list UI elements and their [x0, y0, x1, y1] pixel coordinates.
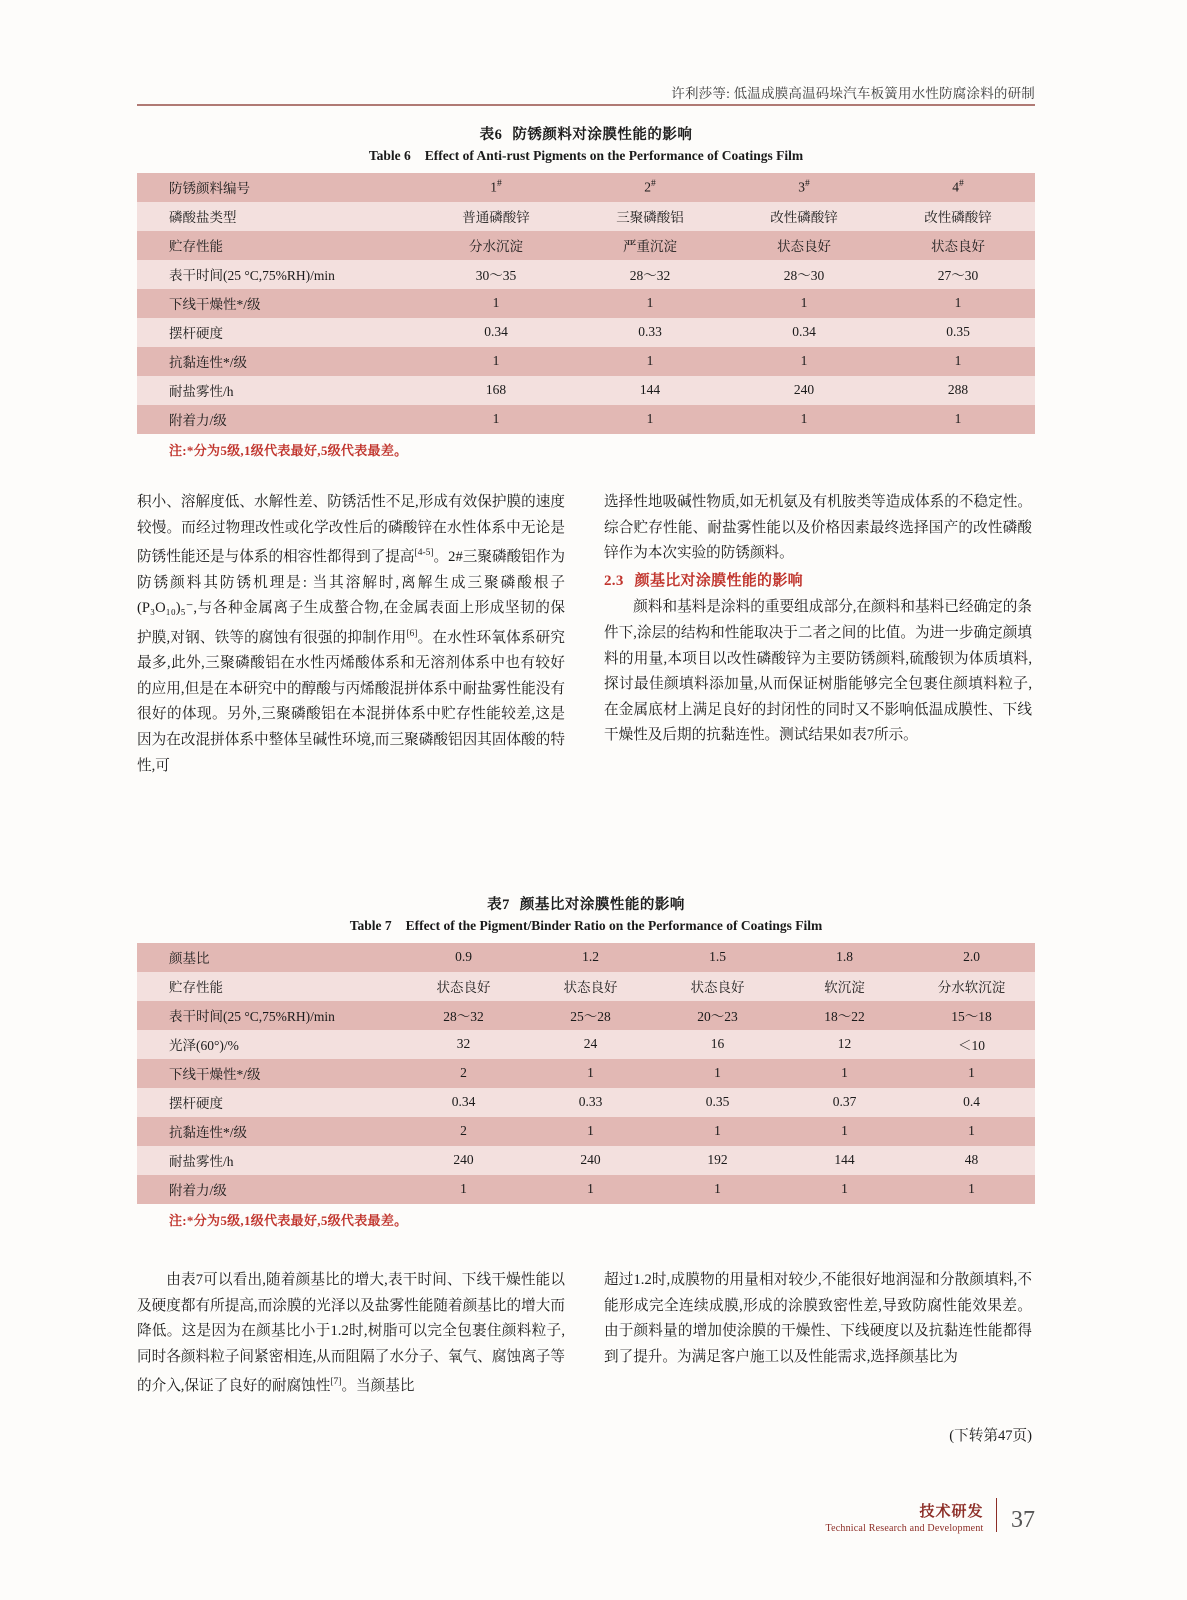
table7-cell-8-3: 1 — [781, 1175, 908, 1204]
table7-row7-label: 耐盐雾性/h — [137, 1146, 400, 1175]
table6-cell-8-0: 1 — [419, 405, 573, 434]
body-left-column-2 — [137, 1268, 565, 1400]
table7-cell-1-4: 分水软沉淀 — [908, 972, 1035, 1001]
paragraph-left-1-c: 。在水性环氧体系研究最多,此外,三聚磷酸铝在水性丙烯酸体系和无溶剂体系中也有较好的应用,但是在本研究中的醇酸与丙烯酸混拼体系中耐盐雾性能没有很好的体现。另外,三聚磷酸铝在本混拼体系中贮存性能较差,这是因为在改混拼体系中整体呈碱性环境,而三聚磷酸铝因其固体酸的特性,可 — [137, 629, 565, 774]
section-number: 2.3 — [604, 572, 624, 589]
table7-cell-7-4: 48 — [908, 1146, 1035, 1175]
table7-cell-1-3: 软沉淀 — [781, 972, 908, 1001]
page-footer — [700, 1498, 1035, 1534]
table-row — [137, 202, 1035, 231]
table7-cell-6-1: 1 — [527, 1117, 654, 1146]
table7-cell-0-1: 1.2 — [527, 943, 654, 972]
table-row — [137, 1001, 1035, 1030]
table6-caption-cn-number: 表6 — [479, 127, 503, 143]
table6-cell-3-0: 30～35 — [419, 260, 573, 289]
footer-section-cn: 技术研发 — [919, 1504, 984, 1520]
running-header: 许利莎等: 低温成膜高温码垛汽车板簧用水性防腐涂料的研制 — [671, 86, 1035, 101]
table6-cell-0-0: 1# — [419, 173, 573, 202]
table-row — [137, 1146, 1035, 1175]
table7-cell-6-2: 1 — [654, 1117, 781, 1146]
table7-cell-1-0: 状态良好 — [400, 972, 527, 1001]
table-row — [137, 376, 1035, 405]
table6-cell-1-3: 改性磷酸锌 — [881, 202, 1035, 231]
table7-row6-label: 抗黏连性*/级 — [137, 1117, 400, 1146]
table6-caption-cn-text: 防锈颜料对涂膜性能的影响 — [512, 127, 693, 143]
table-row — [137, 1030, 1035, 1059]
table7-cell-8-1: 1 — [527, 1175, 654, 1204]
citation-ref-7: [7] — [330, 1377, 342, 1388]
table7-cell-7-3: 144 — [781, 1146, 908, 1175]
table7-caption-cn — [137, 893, 1035, 914]
table7-row4-label: 下线干燥性*/级 — [137, 1059, 400, 1088]
table7-cell-0-2: 1.5 — [654, 943, 781, 972]
table7-cell-4-4: 1 — [908, 1059, 1035, 1088]
table6-note: 注:*分为5级,1级代表最好,5级代表最差。 — [169, 443, 408, 458]
table6-cell-5-0: 0.34 — [419, 318, 573, 347]
table7-cell-8-4: 1 — [908, 1175, 1035, 1204]
table7-block — [137, 893, 1035, 1229]
table7-row2-label: 表干时间(25 °C,75%RH)/min — [137, 1001, 400, 1030]
table6-cell-0-1: 2# — [573, 173, 727, 202]
citation-ref-4-5: [4-5] — [414, 548, 434, 559]
table7-cell-3-0: 32 — [400, 1030, 527, 1059]
table7-row5-label: 摆杆硬度 — [137, 1088, 400, 1117]
table7-cell-5-4: 0.4 — [908, 1088, 1035, 1117]
table-row — [137, 289, 1035, 318]
table7-row0-label: 颜基比 — [137, 943, 400, 972]
table-row — [137, 405, 1035, 434]
table6-row4-label: 下线干燥性*/级 — [137, 289, 419, 318]
table6-row5-label: 摆杆硬度 — [137, 318, 419, 347]
table6-cell-0-2: 3# — [727, 173, 881, 202]
table-row — [137, 1175, 1035, 1204]
table7-cell-5-0: 0.34 — [400, 1088, 527, 1117]
table6-row1-label: 磷酸盐类型 — [137, 202, 419, 231]
table7-cell-3-2: 16 — [654, 1030, 781, 1059]
continuation-note: (下转第47页) — [949, 1428, 1032, 1444]
table7-row1-label: 贮存性能 — [137, 972, 400, 1001]
table6-cell-5-3: 0.35 — [881, 318, 1035, 347]
table7-caption-en-number: Table 7 — [349, 918, 392, 933]
table-row — [137, 318, 1035, 347]
table6-cell-7-2: 240 — [727, 376, 881, 405]
page-number: 37 — [1011, 1507, 1035, 1533]
table7-cell-6-3: 1 — [781, 1117, 908, 1146]
table7-cell-4-2: 1 — [654, 1059, 781, 1088]
table6-caption-en — [137, 148, 1035, 164]
table7-cell-3-3: 12 — [781, 1030, 908, 1059]
table7 — [137, 943, 1035, 1204]
table7-cell-0-4: 2.0 — [908, 943, 1035, 972]
table6-cell-4-0: 1 — [419, 289, 573, 318]
table6-cell-7-3: 288 — [881, 376, 1035, 405]
table6-row6-label: 抗黏连性*/级 — [137, 347, 419, 376]
table6 — [137, 173, 1035, 434]
table-row — [137, 260, 1035, 289]
table6-cell-0-3: 4# — [881, 173, 1035, 202]
table6-cell-8-3: 1 — [881, 405, 1035, 434]
footer-divider — [996, 1498, 998, 1532]
table7-cell-8-2: 1 — [654, 1175, 781, 1204]
table7-cell-6-0: 2 — [400, 1117, 527, 1146]
table6-cell-4-1: 1 — [573, 289, 727, 318]
table6-cell-8-2: 1 — [727, 405, 881, 434]
header-rule — [137, 104, 1035, 106]
paragraph-left-2 — [137, 1268, 565, 1400]
table6-cell-3-2: 28～30 — [727, 260, 881, 289]
table6-caption-cn — [137, 123, 1035, 144]
paragraph-left-2-a: 由表7可以看出,随着颜基比的增大,表干时间、下线干燥性能以及硬度都有所提高,而涂膜的光泽以及盐雾性能随着颜基比的增大而降低。这是因为在颜基比小于1.2时,树脂可以完全包裹住颜料粒子,同时各颜料粒子间紧密相连,从而阻隔了水分子、氧气、腐蚀离子等的介入,保证了良好的耐腐蚀性 — [137, 1272, 565, 1395]
table6-cell-6-3: 1 — [881, 347, 1035, 376]
table6-cell-8-1: 1 — [573, 405, 727, 434]
table7-row3-label: 光泽(60°)/% — [137, 1030, 400, 1059]
table-row — [137, 347, 1035, 376]
table-row — [137, 1117, 1035, 1146]
table6-cell-7-0: 168 — [419, 376, 573, 405]
table7-cell-7-0: 240 — [400, 1146, 527, 1175]
table7-caption-cn-number: 表7 — [487, 897, 510, 913]
paragraph-right-1: 选择性地吸碱性物质,如无机氨及有机胺类等造成体系的不稳定性。综合贮存性能、耐盐雾性能以及价格因素最终选择国产的改性磷酸锌作为本次实验的防锈颜料。 — [604, 494, 1032, 562]
table6-cell-2-3: 状态良好 — [881, 231, 1035, 260]
table6-row3-label: 表干时间(25 °C,75%RH)/min — [137, 260, 419, 289]
table6-cell-6-2: 1 — [727, 347, 881, 376]
table6-row7-label: 耐盐雾性/h — [137, 376, 419, 405]
table6-cell-3-1: 28～32 — [573, 260, 727, 289]
body-right-column-1 — [604, 490, 1032, 749]
table-row — [137, 972, 1035, 1001]
table6-cell-6-1: 1 — [573, 347, 727, 376]
table7-cell-4-1: 1 — [527, 1059, 654, 1088]
table7-cell-1-2: 状态良好 — [654, 972, 781, 1001]
table7-cell-5-2: 0.35 — [654, 1088, 781, 1117]
table7-cell-2-4: 15～18 — [908, 1001, 1035, 1030]
table7-cell-2-1: 25～28 — [527, 1001, 654, 1030]
body-right-column-2 — [604, 1268, 1032, 1370]
table7-note: 注:*分为5级,1级代表最好,5级代表最差。 — [169, 1213, 408, 1228]
table6-cell-5-2: 0.34 — [727, 318, 881, 347]
table7-cell-6-4: 1 — [908, 1117, 1035, 1146]
table7-cell-4-0: 2 — [400, 1059, 527, 1088]
table7-cell-5-3: 0.37 — [781, 1088, 908, 1117]
table6-cell-3-3: 27～30 — [881, 260, 1035, 289]
table7-cell-0-0: 0.9 — [400, 943, 527, 972]
table7-cell-3-4: ＜10 — [908, 1030, 1035, 1059]
section-heading-2-3 — [604, 569, 1032, 595]
table-row — [137, 943, 1035, 972]
table7-cell-4-3: 1 — [781, 1059, 908, 1088]
table6-cell-4-3: 1 — [881, 289, 1035, 318]
table7-row8-label: 附着力/级 — [137, 1175, 400, 1204]
table6-cell-7-1: 144 — [573, 376, 727, 405]
table7-cell-2-3: 18～22 — [781, 1001, 908, 1030]
table7-cell-2-2: 20～23 — [654, 1001, 781, 1030]
section-title: 颜基比对涂膜性能的影响 — [634, 572, 803, 589]
table6-cell-2-2: 状态良好 — [727, 231, 881, 260]
table6-cell-2-0: 分水沉淀 — [419, 231, 573, 260]
table7-caption-en-text: Effect of the Pigment/Binder Ratio on the Performance of Coatings Film — [405, 918, 823, 933]
table7-caption-en — [137, 918, 1035, 934]
table7-caption-cn-text: 颜基比对涂膜性能的影响 — [519, 897, 685, 913]
table6-block — [137, 123, 1035, 459]
table6-caption-en-text: Effect of Anti-rust Pigments on the Performance of Coatings Film — [424, 148, 804, 163]
table-row — [137, 231, 1035, 260]
table6-row2-label: 贮存性能 — [137, 231, 419, 260]
paragraph-left-1 — [137, 490, 565, 779]
table-row — [137, 1088, 1035, 1117]
table7-cell-8-0: 1 — [400, 1175, 527, 1204]
paragraph-left-2-b: 。当颜基比 — [341, 1378, 415, 1395]
paragraph-left-1-b: 。2#三聚磷酸铝作为防锈颜料其防锈机理是: 当其溶解时,离解生成三聚磷酸根子(P₃O₁₀)₅⁻,与各种金属离子生成螯合物,在金属表面上形成坚韧的保护膜,对钢、铁等的腐蚀有很强的抑制作用 — [137, 549, 565, 646]
table-row — [137, 173, 1035, 202]
paragraph-left-1-a: 积小、溶解度低、水解性差、防锈活性不足,形成有效保护膜的速度较慢。而经过物理改性或化学改性后的磷酸锌在水性体系中无论是防锈性能还是与体系的相容性都得到了提高 — [137, 494, 565, 566]
paragraph-right-3: 超过1.2时,成膜物的用量相对较少,不能很好地润湿和分散颜填料,不能形成完全连续成膜,形成的涂膜致密性差,导致防腐性能效果差。由于颜料量的增加使涂膜的干燥性、下线硬度以及抗黏连性能都得到了提升。为满足客户施工以及性能需求,选择颜基比为 — [604, 1272, 1032, 1365]
table-row — [137, 1059, 1035, 1088]
table6-cell-5-1: 0.33 — [573, 318, 727, 347]
table7-cell-5-1: 0.33 — [527, 1088, 654, 1117]
table7-cell-0-3: 1.8 — [781, 943, 908, 972]
table6-caption-en-number: Table 6 — [368, 148, 411, 163]
table6-cell-4-2: 1 — [727, 289, 881, 318]
paragraph-right-2: 颜料和基料是涂料的重要组成部分,在颜料和基料已经确定的条件下,涂层的结构和性能取决于二者之间的比值。为进一步确定颜填料的用量,本项目以改性磷酸锌为主要防锈颜料,硫酸钡为体质填料,探讨最佳颜填料添加量,从而保证树脂能够完全包裹住颜填料粒子,在金属底材上满足良好的封闭性的同时又不影响低温成膜性、下线干燥性及后期的抗黏连性。测试结果如表7所示。 — [604, 599, 1032, 744]
table6-cell-2-1: 严重沉淀 — [573, 231, 727, 260]
table6-cell-1-0: 普通磷酸锌 — [419, 202, 573, 231]
table6-row0-label: 防锈颜料编号 — [137, 173, 419, 202]
table7-cell-1-1: 状态良好 — [527, 972, 654, 1001]
table6-row8-label: 附着力/级 — [137, 405, 419, 434]
table7-cell-3-1: 24 — [527, 1030, 654, 1059]
table7-cell-2-0: 28～32 — [400, 1001, 527, 1030]
table6-cell-1-2: 改性磷酸锌 — [727, 202, 881, 231]
citation-ref-6: [6] — [406, 628, 418, 639]
body-left-column-1 — [137, 490, 565, 779]
table6-cell-6-0: 1 — [419, 347, 573, 376]
table6-cell-1-1: 三聚磷酸铝 — [573, 202, 727, 231]
table7-cell-7-2: 192 — [654, 1146, 781, 1175]
footer-section-en: Technical Research and Development — [825, 1523, 984, 1534]
table7-cell-7-1: 240 — [527, 1146, 654, 1175]
